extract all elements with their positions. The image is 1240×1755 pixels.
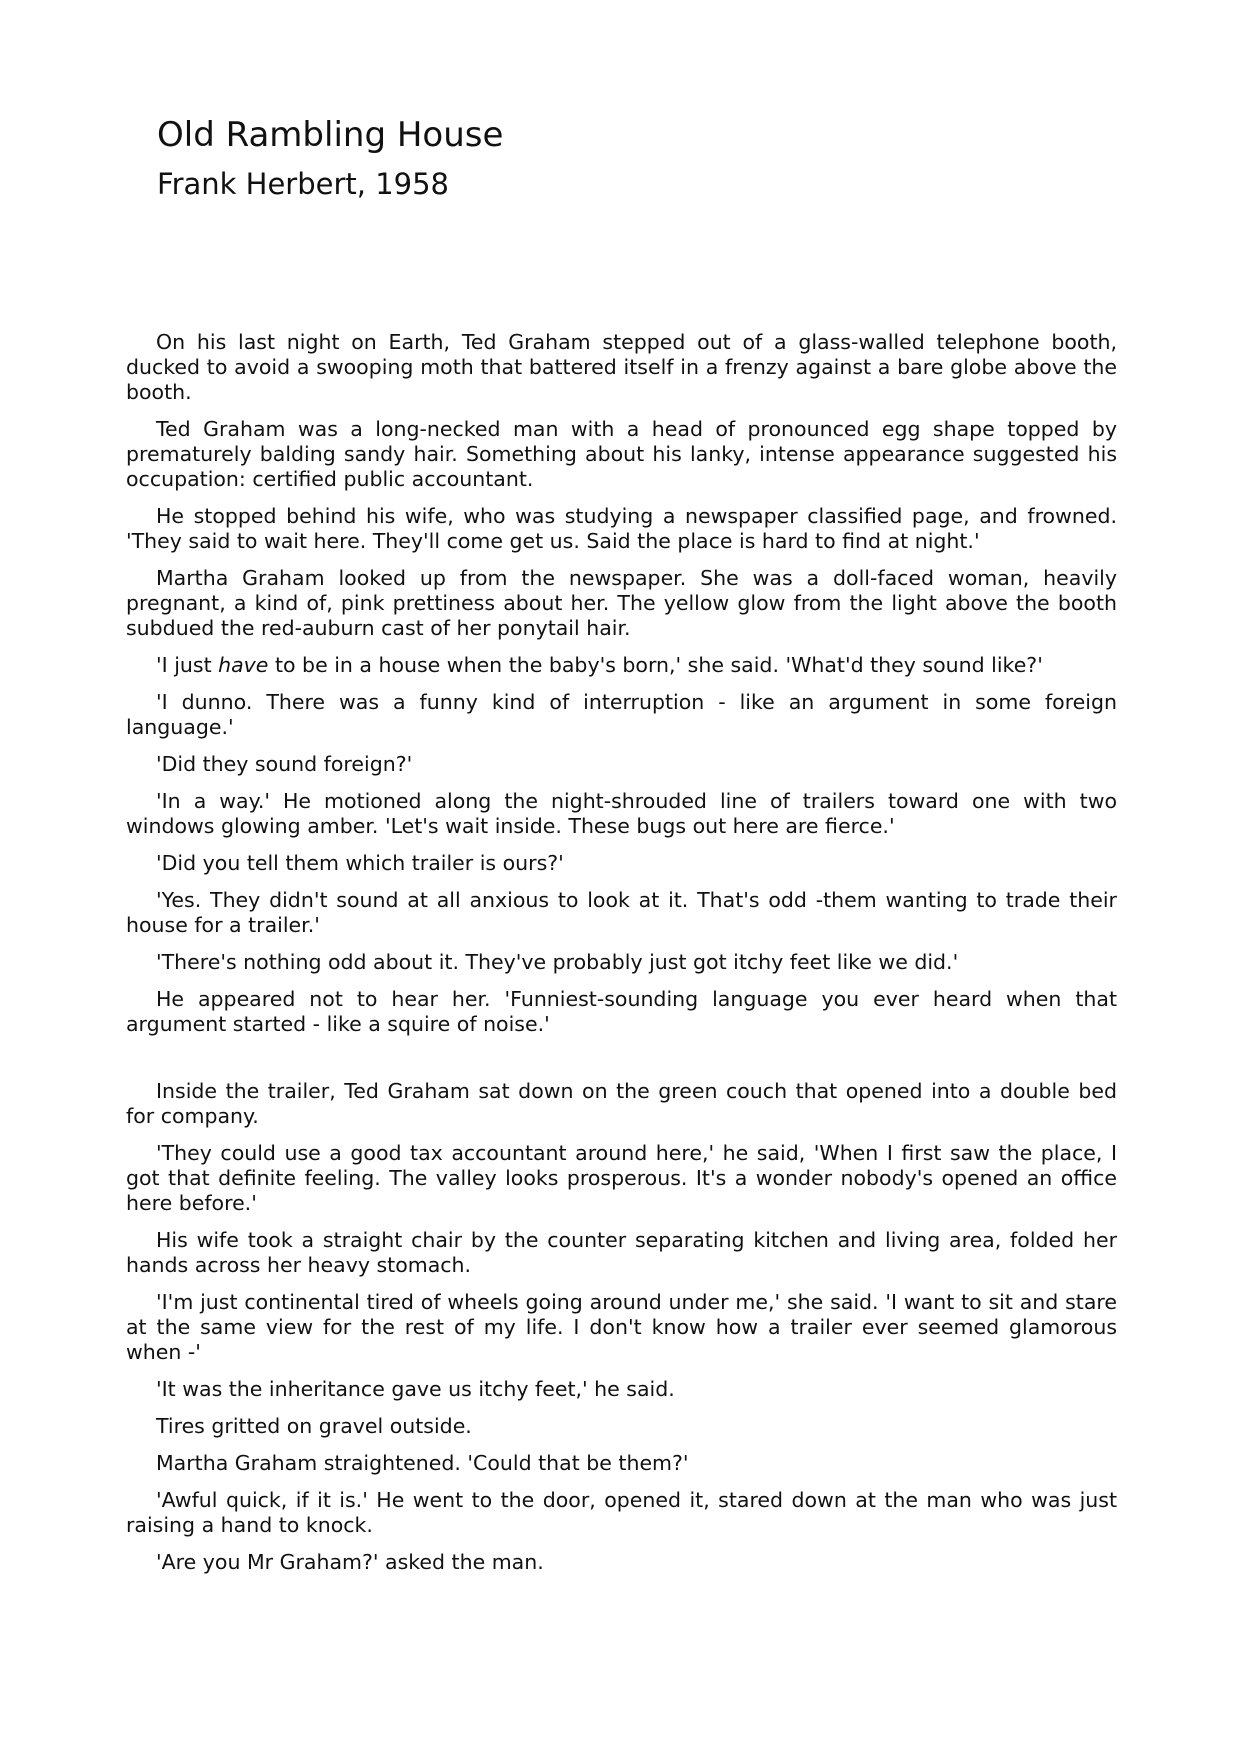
paragraph: He appeared not to hear her. 'Funniest-sounding language you ever heard when that argument started - like a squire of noise.' <box>126 987 1117 1036</box>
author-byline: Frank Herbert, 1958 <box>157 167 450 201</box>
paragraph: 'Yes. They didn't sound at all anxious to look at it. That's odd -them wanting to trade their house for a trailer.' <box>126 888 1117 937</box>
paragraph-text: 'I just <box>156 653 219 677</box>
paragraph: On his last night on Earth, Ted Graham stepped out of a glass-walled telephone booth, ducked to avoid a swooping moth that battered itself in a frenzy against a bare globe above the booth. <box>126 330 1117 404</box>
paragraph: 'Are you Mr Graham?' asked the man. <box>156 1550 544 1574</box>
story-body <box>126 330 1117 1587</box>
paragraph-text: to be in a house when the baby's born,' she said. 'What'd they sound like?' <box>268 653 1043 677</box>
document-title: Old Rambling House <box>157 115 504 155</box>
paragraph: Martha Graham looked up from the newspaper. She was a doll-faced woman, heavily pregnant, a kind of, pink prettiness about her. The yellow glow from the light above the booth subdued the red-auburn cast of her ponytail hair. <box>126 566 1117 640</box>
paragraph: 'Did you tell them which trailer is ours?' <box>156 851 564 875</box>
paragraph: 'It was the inheritance gave us itchy feet,' he said. <box>156 1377 675 1401</box>
paragraph: 'There's nothing odd about it. They've probably just got itchy feet like we did.' <box>156 950 959 974</box>
paragraph: He stopped behind his wife, who was studying a newspaper classified page, and frowned. 'They said to wait here. They'll come get us. Said the place is hard to find at night.' <box>126 504 1117 553</box>
paragraph: His wife took a straight chair by the counter separating kitchen and living area, folded her hands across her heavy stomach. <box>126 1228 1117 1277</box>
paragraph: 'Awful quick, if it is.' He went to the door, opened it, stared down at the man who was just raising a hand to knock. <box>126 1488 1117 1537</box>
paragraph: 'In a way.' He motioned along the night-shrouded line of trailers toward one with two windows glowing amber. 'Let's wait inside. These bugs out here are fierce.' <box>126 789 1117 838</box>
paragraph: 'Did they sound foreign?' <box>156 752 413 776</box>
paragraph: 'I'm just continental tired of wheels going around under me,' she said. 'I want to sit and stare at the same view for the rest of my life. I don't know how a trailer ever seemed glamorous when -' <box>126 1290 1117 1364</box>
paragraph <box>126 653 1117 678</box>
paragraph: Ted Graham was a long-necked man with a head of pronounced egg shape topped by prematurely balding sandy hair. Something about his lanky, intense appearance suggested his occupation: certified public accountant. <box>126 417 1117 491</box>
paragraph: Martha Graham straightened. 'Could that be them?' <box>156 1451 689 1475</box>
paragraph: Inside the trailer, Ted Graham sat down on the green couch that opened into a double bed for company. <box>126 1079 1117 1128</box>
paragraph: 'I dunno. There was a funny kind of interruption - like an argument in some foreign language.' <box>126 690 1117 739</box>
emphasized-word: have <box>218 653 269 677</box>
paragraph: 'They could use a good tax accountant around here,' he said, 'When I first saw the place, I got that definite feeling. The valley looks prosperous. It's a wonder nobody's opened an office here before.' <box>126 1141 1117 1215</box>
paragraph: Tires gritted on gravel outside. <box>156 1414 472 1438</box>
